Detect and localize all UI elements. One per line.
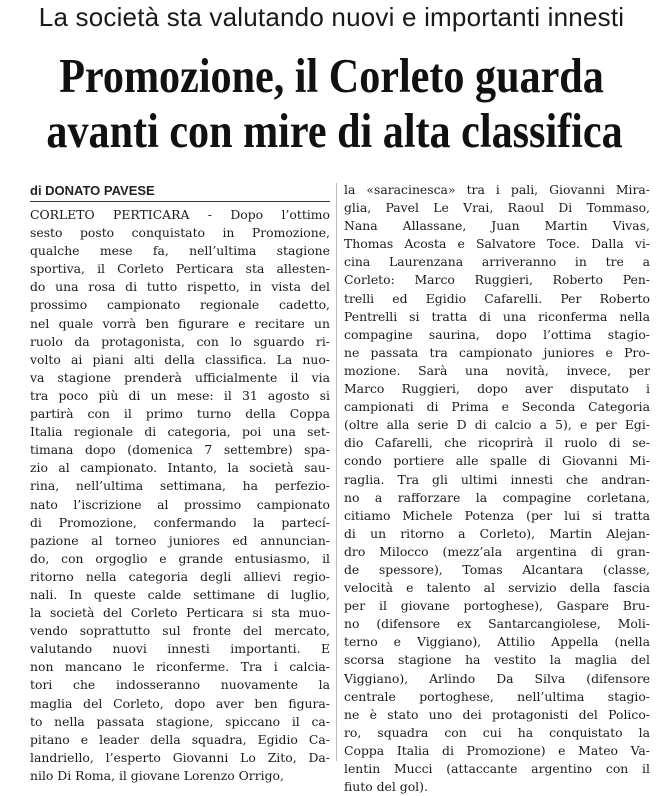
text-line: no (difensore ex Santarcangiolese, Moli- (344, 616, 650, 632)
text-line: condo portiere alle spalle di Giovanni Mi- (344, 453, 650, 469)
text-line: Corleto: Marco Ruggieri, Roberto Pen- (344, 272, 650, 288)
text-line: dio Cafarelli, che ricoprirà il ruolo di se- (344, 435, 650, 451)
text-line: Thomas Acosta e Salvatore Toce. Dalla vi- (344, 236, 650, 252)
text-line: vendo soprattutto sul fronte del mercato, (30, 623, 330, 639)
text-line: terno e Viggiano), Attilio Appella (nella (344, 634, 650, 650)
article-kicker: La società sta valutando nuovi e importanti innesti (38, 2, 625, 32)
text-line: CORLETO PERTICARA - Dopo l’ottimo (30, 207, 330, 222)
text-line: sportiva, il Corleto Perticara sta allesten- (30, 261, 330, 277)
text-line: partirà con il primo turno della Coppa (30, 406, 330, 422)
text-line: ne è stato uno dei protagonisti del Polico- (344, 706, 650, 722)
text-line: va stagione prenderà ufficialmente il via (30, 369, 330, 385)
text-line: nel quale vorrà ben figurare e recitare un (30, 315, 330, 331)
text-line: rina, nell’ultima settimana, ha perfezio- (30, 478, 330, 494)
text-line: raglia. Tra gli ultimi innesti che andran- (344, 471, 650, 487)
text-line: dro Milocco (mezz’ala argentina di gran- (344, 543, 650, 559)
text-line: ruolo da protagonista, con lo sguardo ri- (30, 333, 330, 349)
article-column-right (344, 181, 650, 796)
text-line: lentin Mucci (attaccante argentino con il (344, 761, 650, 776)
headline-line: Promozione, il Corleto guarda (59, 48, 604, 103)
text-line: cina Laurenzana arriveranno in tre a (344, 254, 650, 270)
text-line: Viggiano), Arlindo Da Silva (difensore (344, 670, 650, 686)
text-line: la «saracinesca» tra i pali, Giovanni Mira- (344, 182, 650, 197)
text-line: landriello, l’esperto Giovanni Lo Zito, Da- (30, 749, 330, 765)
text-line: (oltre alla serie D di calcio a 5), e per Egi- (344, 417, 650, 433)
text-line: Italia regionale di categoria, poi una set- (30, 424, 330, 440)
text-line: Coppa Italia di Promozione) e Mateo Va- (344, 742, 650, 758)
text-line: de spessore), Tomas Alcantara (classe, (344, 561, 650, 577)
article-column-left (30, 206, 330, 785)
text-line: no a rafforzare la compagine corletana, (344, 489, 650, 505)
text-line: Pentrelli si tratta di una riconferma nella (344, 308, 650, 324)
column-divider (336, 183, 337, 761)
text-line: pitano e leader della squadra, Egidio Ca- (30, 731, 330, 747)
text-line: valutando nuovi innesti importanti. E (30, 641, 330, 657)
text-line: centrale portoghese, nell’ultima stagio- (344, 688, 650, 704)
text-line: mozione. Sarà una novità, invece, per (344, 362, 650, 378)
text-line: ne passata tra campionato juniores e Pro- (344, 344, 650, 360)
headline-line: avanti con mire di alta classifica (46, 103, 623, 158)
text-line: nali. In queste calde settimane di luglio, (30, 586, 330, 602)
text-line: prossimo campionato regionale cadetto, (30, 297, 330, 313)
text-line: pazione al torneo juniores ed annuncian- (30, 532, 330, 548)
text-line: scorsa stagione ha vestito la maglia del (344, 652, 650, 668)
text-line: Marco Ruggieri, dopo aver disputato i (344, 381, 650, 397)
text-line: per il giovane portoghese), Gaspare Bru- (344, 598, 650, 614)
text-line: ro, squadra con cui ha conquistato la (344, 724, 650, 740)
text-line: fiuto del gol). (344, 779, 428, 795)
text-line: trelli ed Egidio Cafarelli. Per Roberto (344, 290, 650, 306)
text-line: do una rosa di tutto rispetto, in vista del (30, 279, 330, 295)
text-line: non mancano le riconferme. Tra i calcia- (30, 659, 330, 675)
text-line: campionati di Prima e Seconda Categoria (344, 399, 650, 415)
text-line: qualche mese fa, nell’ultima stagione (30, 243, 330, 259)
text-line: zio al campionato. Intanto, la società sau- (30, 460, 330, 476)
text-line: glia, Pavel Le Vrai, Raoul Di Tommaso, (344, 200, 650, 216)
text-line: maglia del Corleto, dopo aver ben figura- (30, 695, 330, 711)
text-line: di Promozione, confermando la partecí- (30, 514, 330, 530)
article-headline (0, 48, 663, 158)
text-line: timana dopo (domenica 7 settembre) spa- (30, 442, 330, 458)
text-line: do, con orgoglio e grande entusiasmo, il (30, 550, 330, 566)
text-line: ritorno nella categoria degli allievi regio- (30, 568, 330, 584)
text-line: nilo Di Roma, il giovane Lorenzo Orrigo, (30, 767, 284, 783)
text-line: sesto posto conquistato in Promozione, (30, 225, 330, 241)
article-byline: di DONATO PAVESE (30, 183, 330, 202)
text-line: nato l’iscrizione al prossimo campionato (30, 496, 330, 512)
text-line: citiamo Michele Potenza (per lui si tratta (344, 507, 650, 523)
text-line: Nana Allassane, Juan Martin Vivas, (344, 218, 650, 234)
text-line: velocità e talento al servizio della fascia (344, 580, 650, 596)
text-line: compagine saurina, dopo l’ottima stagio- (344, 326, 650, 342)
text-line: to nella passata stagione, spiccano il ca- (30, 713, 330, 729)
text-line: volto ai piani alti della classifica. La nuo- (30, 351, 330, 367)
text-line: tra poco più di un mese: il 31 agosto si (30, 387, 330, 403)
text-line: la società del Corleto Perticara si sta muo- (30, 605, 330, 621)
text-line: di un ritorno a Corleto), Martin Alejan- (344, 525, 650, 541)
text-line: tori che indosseranno nuovamente la (30, 677, 330, 693)
